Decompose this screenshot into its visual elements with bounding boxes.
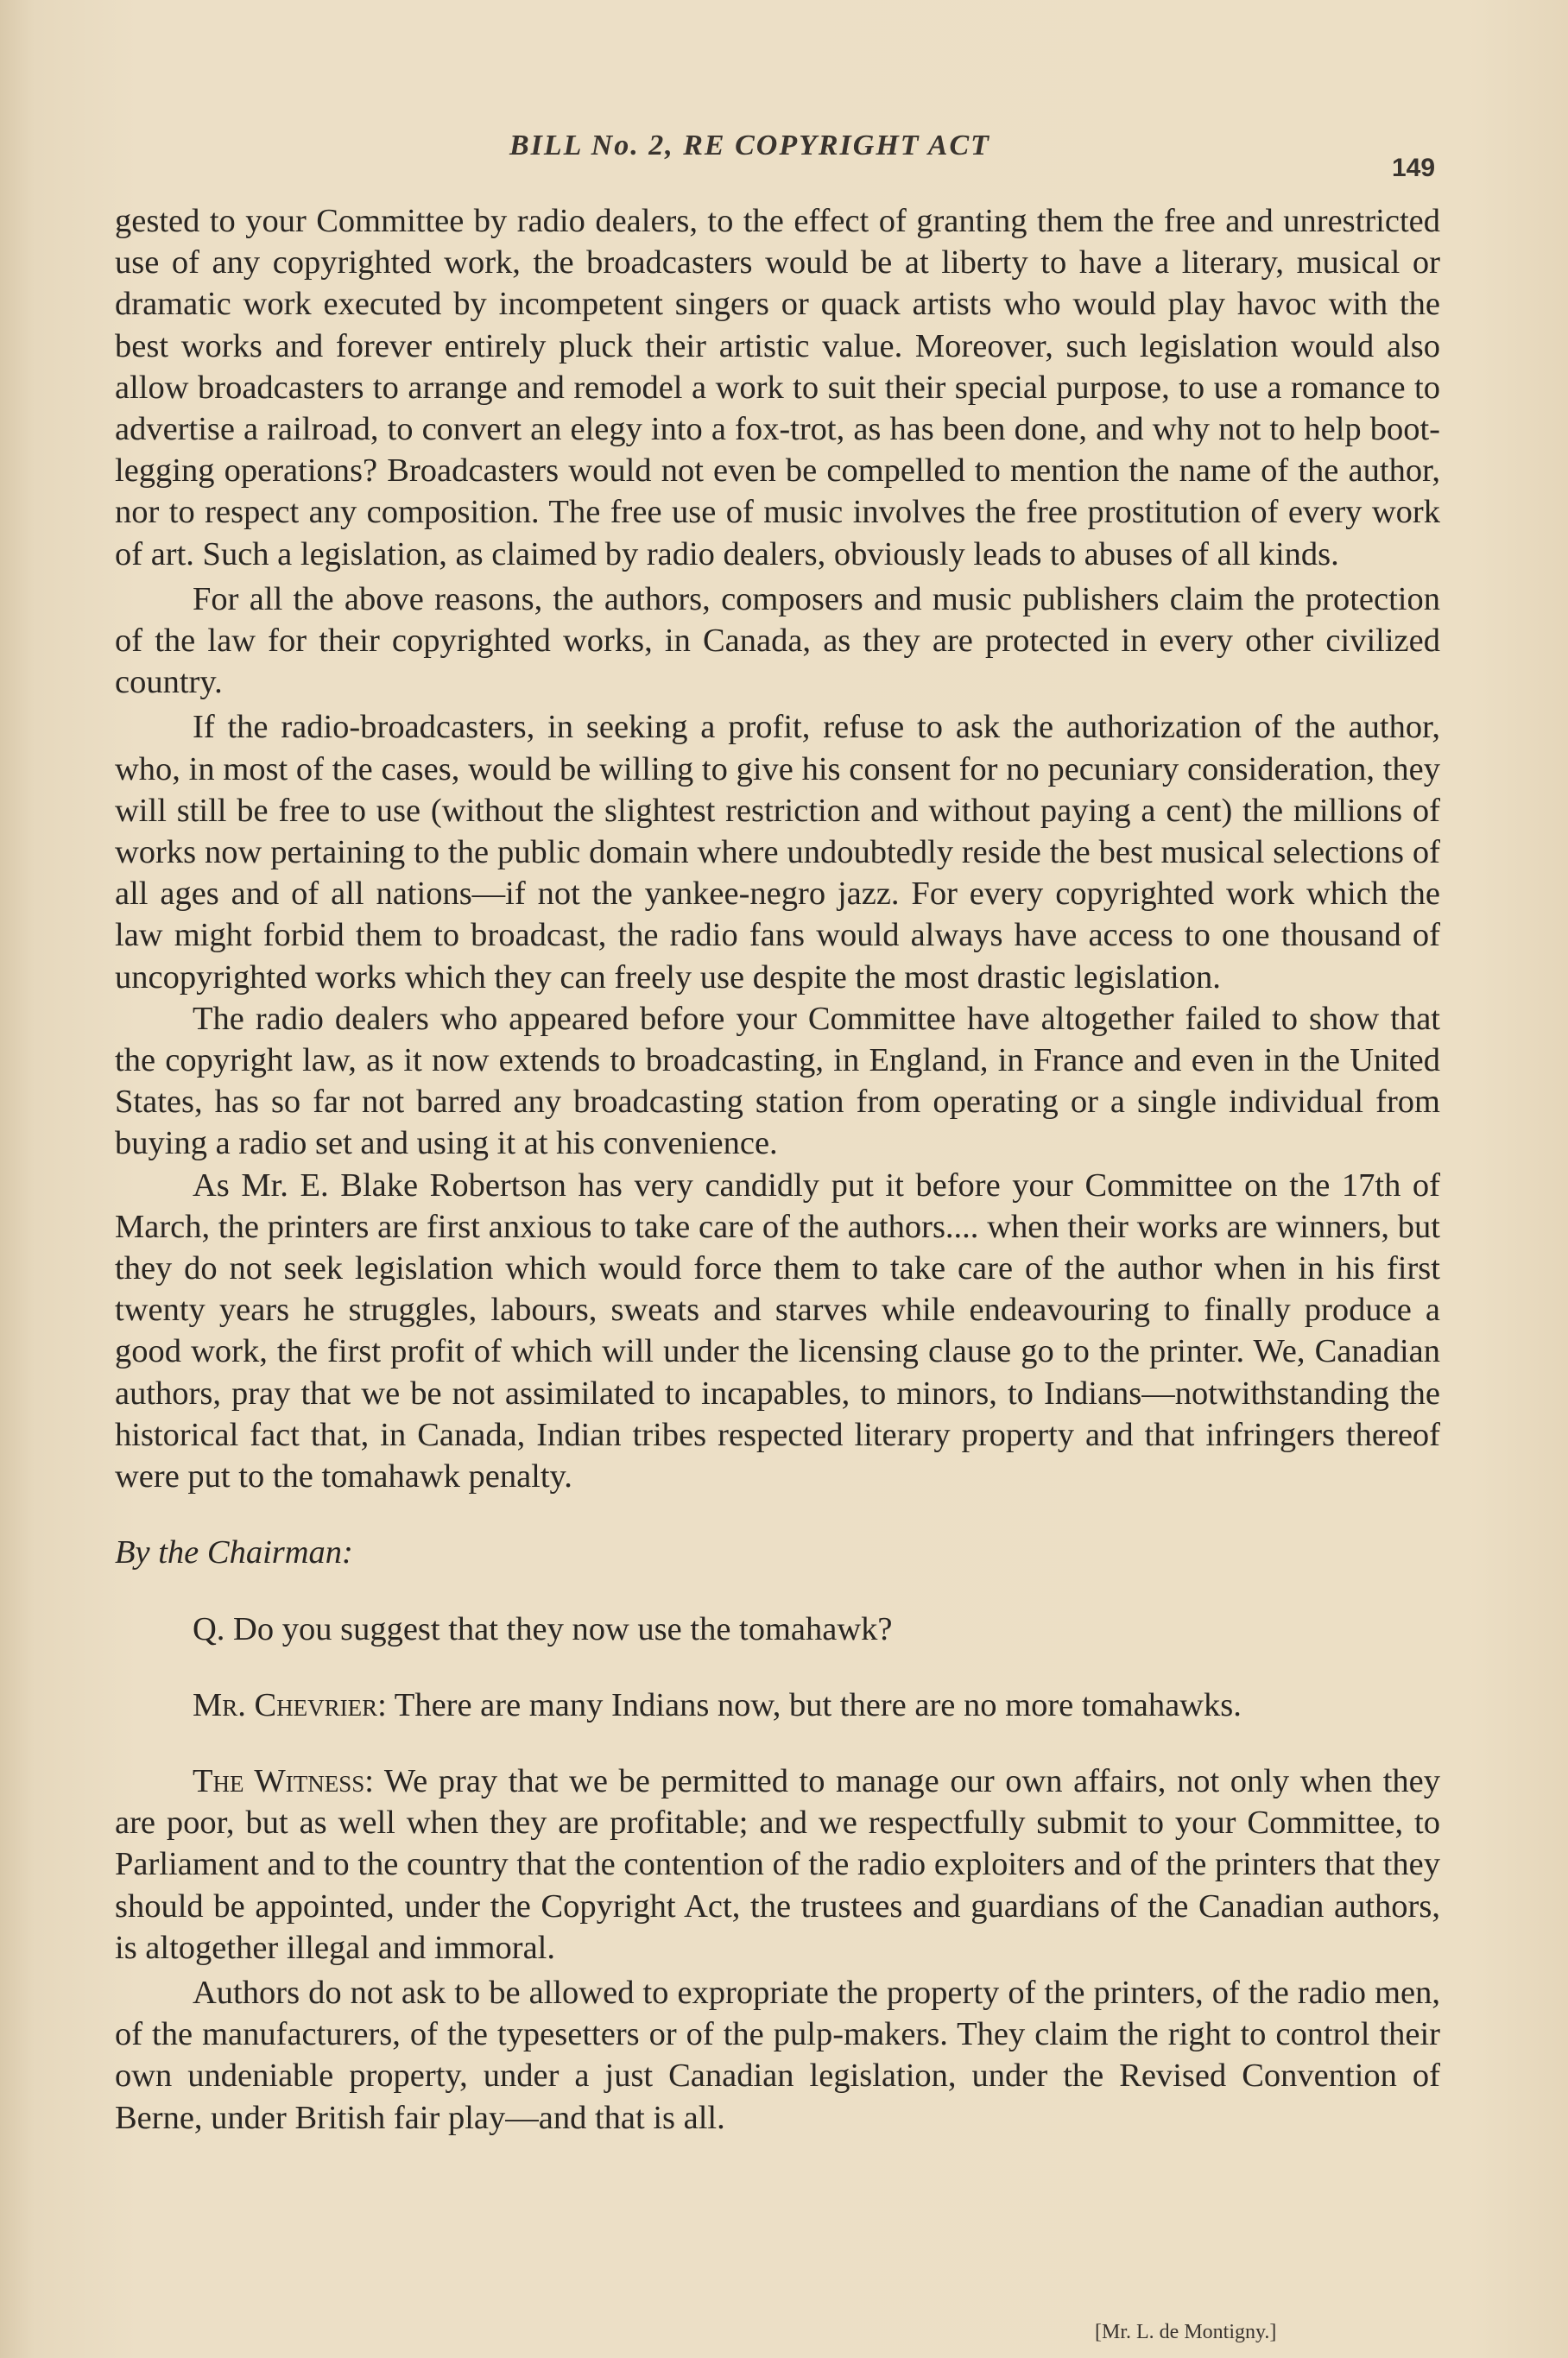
- paragraph-4: The radio dealers who appeared before your Committee have altogether failed to show that the copyright law, as it now extends to broadcasting, in England, in France and even in the United States, has so far not barred any broadcasting station from operating or a single individual from buying a radio set and using it at his convenience.: [115, 1000, 1440, 1162]
- paragraph-5: As Mr. E. Blake Robertson has very candidly put it before your Committee on the 17th of March, the printers are first anxious to take care of the authors.... when their works are winners, but they do not seek legislation which would force them to take care of the author when in his first twenty years he struggles, labours, sweats and starves while endeavouring to finally produce a good work, the first profit of which will under the licensing clause go to the printer. We, Canadian authors, pray that we be not assimilated to incapables, to minors, to Indians—notwithstanding the historical fact that, in Canada, Indian tribes respected literary property and that infringers thereof were put to the tomahawk penalty.: [115, 1166, 1440, 1495]
- final-paragraph: Authors do not ask to be allowed to expropriate the property of the printers, of the radio men, of the manufacturers, of the typesetters or of the pulp-makers. They claim the right to control their own undeniable property, under a just Canadian legislation, under the Revised Convention of Berne, under British fair play—and that is all.: [115, 1974, 1440, 2136]
- question-paragraph: Q. Do you suggest that they now use the tomahawk?: [193, 1610, 893, 1647]
- chairman-heading: By the Chairman:: [115, 1534, 353, 1571]
- body-text: [115, 200, 1440, 2139]
- page-number: 149: [1392, 154, 1436, 182]
- chevrier-speaker: Mr. Chevrier: [193, 1686, 378, 1723]
- witness-speaker: The Witness: [193, 1762, 365, 1799]
- witness-paragraph: [115, 1761, 1440, 1969]
- paragraph-1: gested to your Committee by radio dealers, to the effect of granting them the free and unrestricted use of any copyrighted work, the broadcasters would be at liberty to have a literary, musical or dramatic work executed by incompetent singers or quack artists who would play havoc with the best works and forever entirely pluck their artistic value. Moreover, such legislation would also allow broadcasters to arrange and remodel a work to suit their special purpose, to use a romance to advertise a railroad, to convert an elegy into a fox-trot, as has been done, and why not to help boot-legging operations? Broadcasters would not even be compelled to mention the name of the author, nor to respect any composition. The free use of music involves the free prostitution of every work of art. Such a legislation, as claimed by radio dealers, obviously leads to abuses of all kinds.: [115, 203, 1440, 572]
- running-head: BILL No. 2, RE COPYRIGHT ACT: [509, 130, 990, 161]
- chevrier-text: : There are many Indians now, but there are no more tomahawks.: [377, 1686, 1242, 1723]
- chevrier-paragraph: [115, 1685, 1440, 1726]
- paragraph-2: For all the above reasons, the authors, composers and music publishers claim the protection of the law for their copyrighted works, in Canada, as they are protected in every other civilized country.: [115, 580, 1440, 701]
- speaker-signature: [Mr. L. de Montigny.]: [1095, 2321, 1277, 2343]
- paragraph-3: If the radio-broadcasters, in seeking a profit, refuse to ask the authorization of the author, who, in most of the cases, would be willing to give his consent for no pecuniary consideration, they will still be free to use (without the slightest restriction and without paying a cent) the millions of works now pertaining to the public domain where undoubtedly reside the best musical selections of all ages and of all nations—if not the yankee-negro jazz. For every copyrighted work which the law might forbid them to broadcast, the radio fans would always have access to one thousand of uncopyrighted works which they can freely use despite the most drastic legislation.: [115, 709, 1440, 996]
- witness-text: : We pray that we be permitted to manage our own affairs, not only when they are poor, but as well when they are profitable; and we respectfully submit to your Committee, to Parliament and to the country that the contention of the radio exploiters and of the printers that they should be appointed, under the Copyright Act, the trustees and guardians of the Canadian authors, is altogether illegal and immoral.: [115, 1762, 1440, 1966]
